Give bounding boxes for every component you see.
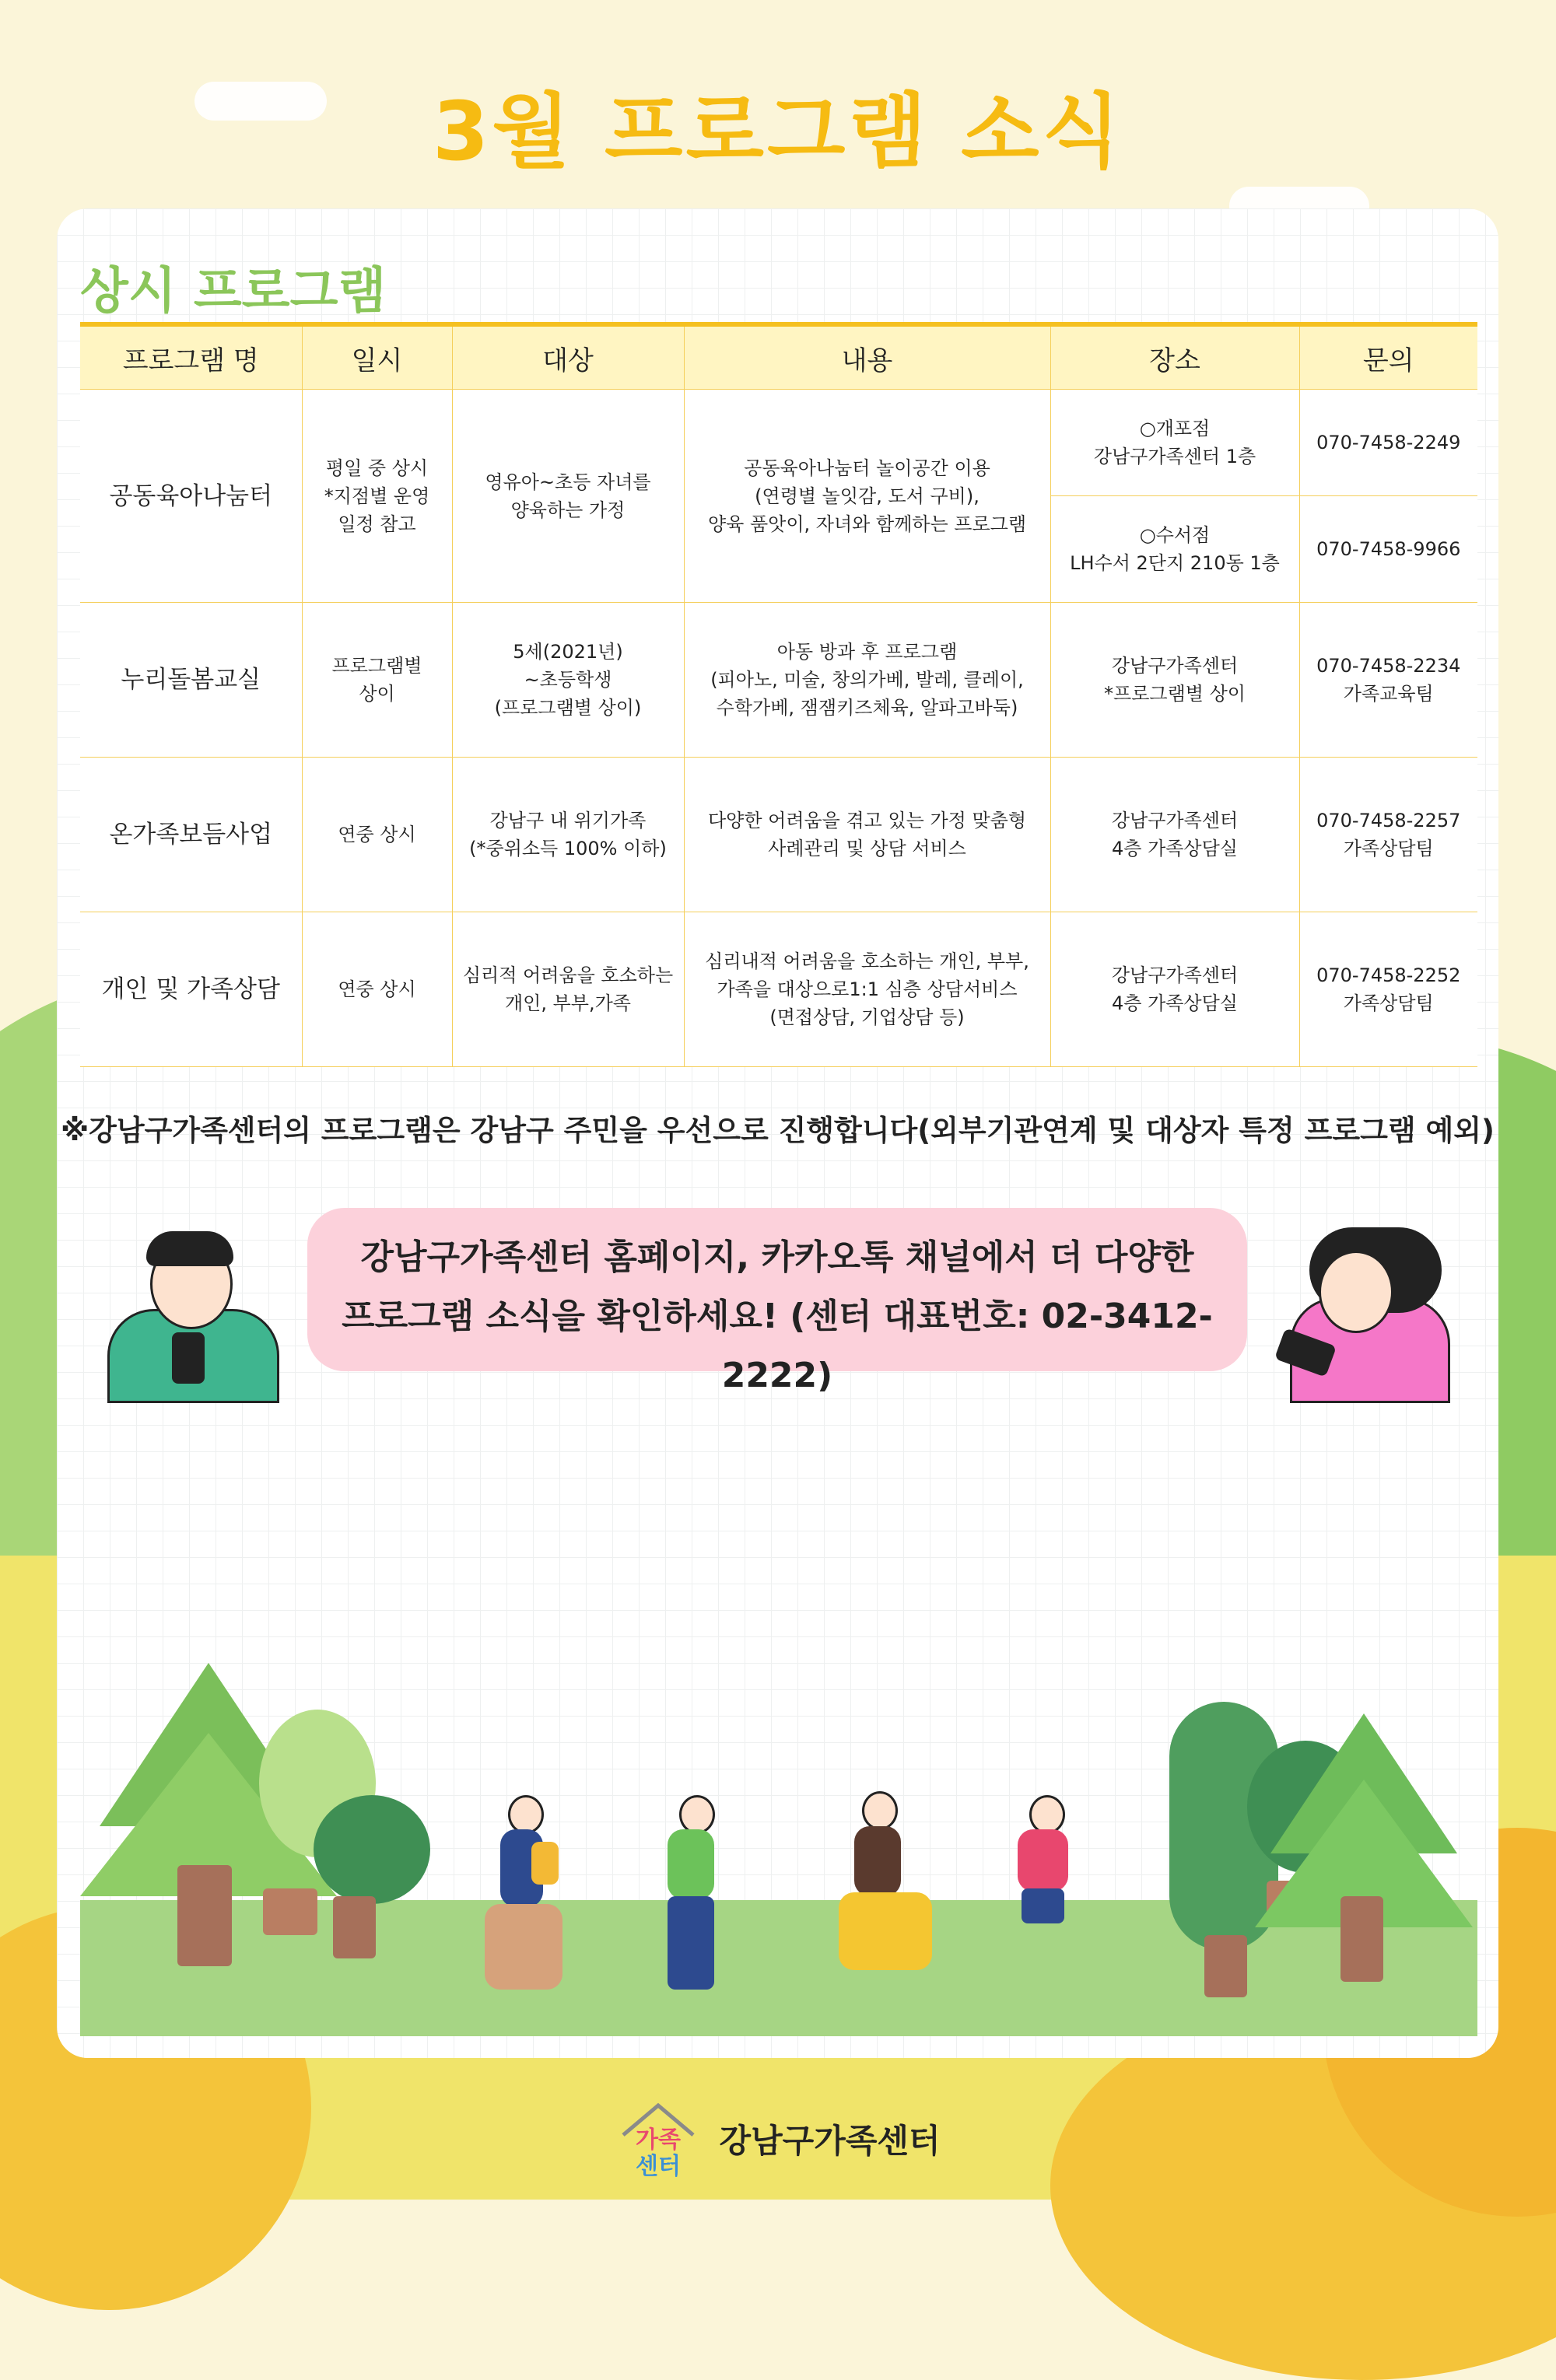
program-location: ○개포점 강남구가족센터 1층 (1050, 390, 1299, 496)
program-contact: 070-7458-9966 (1299, 496, 1477, 603)
info-banner-line: 강남구가족센터 홈페이지, 카카오톡 채널에서 더 다양한 (360, 1237, 1194, 1277)
program-contact: 070-7458-2252 가족상담팀 (1299, 912, 1477, 1067)
program-name: 공동육아나눔터 (80, 390, 302, 603)
program-target: 강남구 내 위기가족 (*중위소득 100% 이하) (452, 758, 684, 912)
table-row (80, 758, 1477, 912)
program-target: 심리적 어려움을 호소하는 개인, 부부,가족 (452, 912, 684, 1067)
info-banner (307, 1208, 1247, 1395)
page-title: 3월 프로그램 소식 (432, 84, 1124, 179)
program-contact: 070-7458-2234 가족교육팀 (1299, 603, 1477, 758)
hiker-illustration (998, 1795, 1092, 2005)
family-center-logo (615, 2096, 701, 2182)
person-with-phone-illustration (103, 1231, 282, 1398)
logo-text-top: 가족 (636, 2126, 682, 2154)
header-schedule: 일시 (302, 324, 452, 390)
content-card (57, 208, 1498, 2058)
tree-trunk-illustration (333, 1896, 376, 1958)
program-contact: 070-7458-2257 가족상담팀 (1299, 758, 1477, 912)
program-schedule: 연중 상시 (302, 758, 452, 912)
tree-stump-illustration (263, 1888, 317, 1935)
hiker-illustration (648, 1795, 741, 2005)
program-content: 공동육아나눔터 놀이공간 이용 (연령별 놀잇감, 도서 구비), 양육 품앗이, 자녀와 함께하는 프로그램 (684, 390, 1050, 603)
priority-notice: ※강남구가족센터의 프로그램은 강남구 주민을 우선으로 진행합니다(외부기관연계 및 대상자 특정 프로그램 예외) (61, 1114, 1495, 1147)
program-content: 아동 방과 후 프로그램 (피아노, 미술, 창의가베, 발레, 클레이, 수학가베, 잼잼키즈체육, 알파고바둑) (684, 603, 1050, 758)
info-banner-line: 프로그램 소식을 확인하세요! (센터 대표번호: 02-3412-2222) (342, 1297, 1213, 1395)
program-schedule: 연중 상시 (302, 912, 452, 1067)
program-target: 5세(2021년) ~초등학생 (프로그램별 상이) (452, 603, 684, 758)
program-contact: 070-7458-2249 (1299, 390, 1477, 496)
header-target: 대상 (452, 324, 684, 390)
footer (0, 2096, 1556, 2182)
program-name: 누리돌봄교실 (80, 603, 302, 758)
organization-name: 강남구가족센터 (719, 2122, 941, 2160)
program-name: 온가족보듬사업 (80, 758, 302, 912)
round-tree-illustration (314, 1795, 430, 1904)
program-content: 심리내적 어려움을 호소하는 개인, 부부, 가족을 대상으로1:1 심층 상담서비스 (면접상담, 기업상담 등) (684, 912, 1050, 1067)
section-title: 상시 프로그램 (80, 263, 387, 320)
program-location: 강남구가족센터 *프로그램별 상이 (1050, 603, 1299, 758)
program-location: 강남구가족센터 4층 가족상담실 (1050, 912, 1299, 1067)
table-header-row (80, 324, 1477, 390)
program-name: 개인 및 가족상담 (80, 912, 302, 1067)
header-content: 내용 (684, 324, 1050, 390)
program-target: 영유아~초등 자녀를 양육하는 가정 (452, 390, 684, 603)
header-location: 장소 (1050, 324, 1299, 390)
table-row (80, 912, 1477, 1067)
program-schedule: 프로그램별 상이 (302, 603, 452, 758)
program-location: 강남구가족센터 4층 가족상담실 (1050, 758, 1299, 912)
program-content: 다양한 어려움을 겪고 있는 가정 맞춤형 사례관리 및 상담 서비스 (684, 758, 1050, 912)
tree-trunk-illustration (1204, 1935, 1247, 1997)
hiker-illustration (477, 1795, 578, 2005)
table-row (80, 390, 1477, 496)
table-row (80, 603, 1477, 758)
program-schedule: 평일 중 상시 *지점별 운영 일정 참고 (302, 390, 452, 603)
program-table (80, 322, 1477, 1067)
person-with-phone-illustration (1255, 1227, 1449, 1398)
program-location: ○수서점 LH수서 2단지 210동 1층 (1050, 496, 1299, 603)
header-contact: 문의 (1299, 324, 1477, 390)
cheering-hiker-illustration (819, 1764, 944, 1997)
header-program-name: 프로그램 명 (80, 324, 302, 390)
logo-text-bottom: 센터 (636, 2153, 682, 2180)
